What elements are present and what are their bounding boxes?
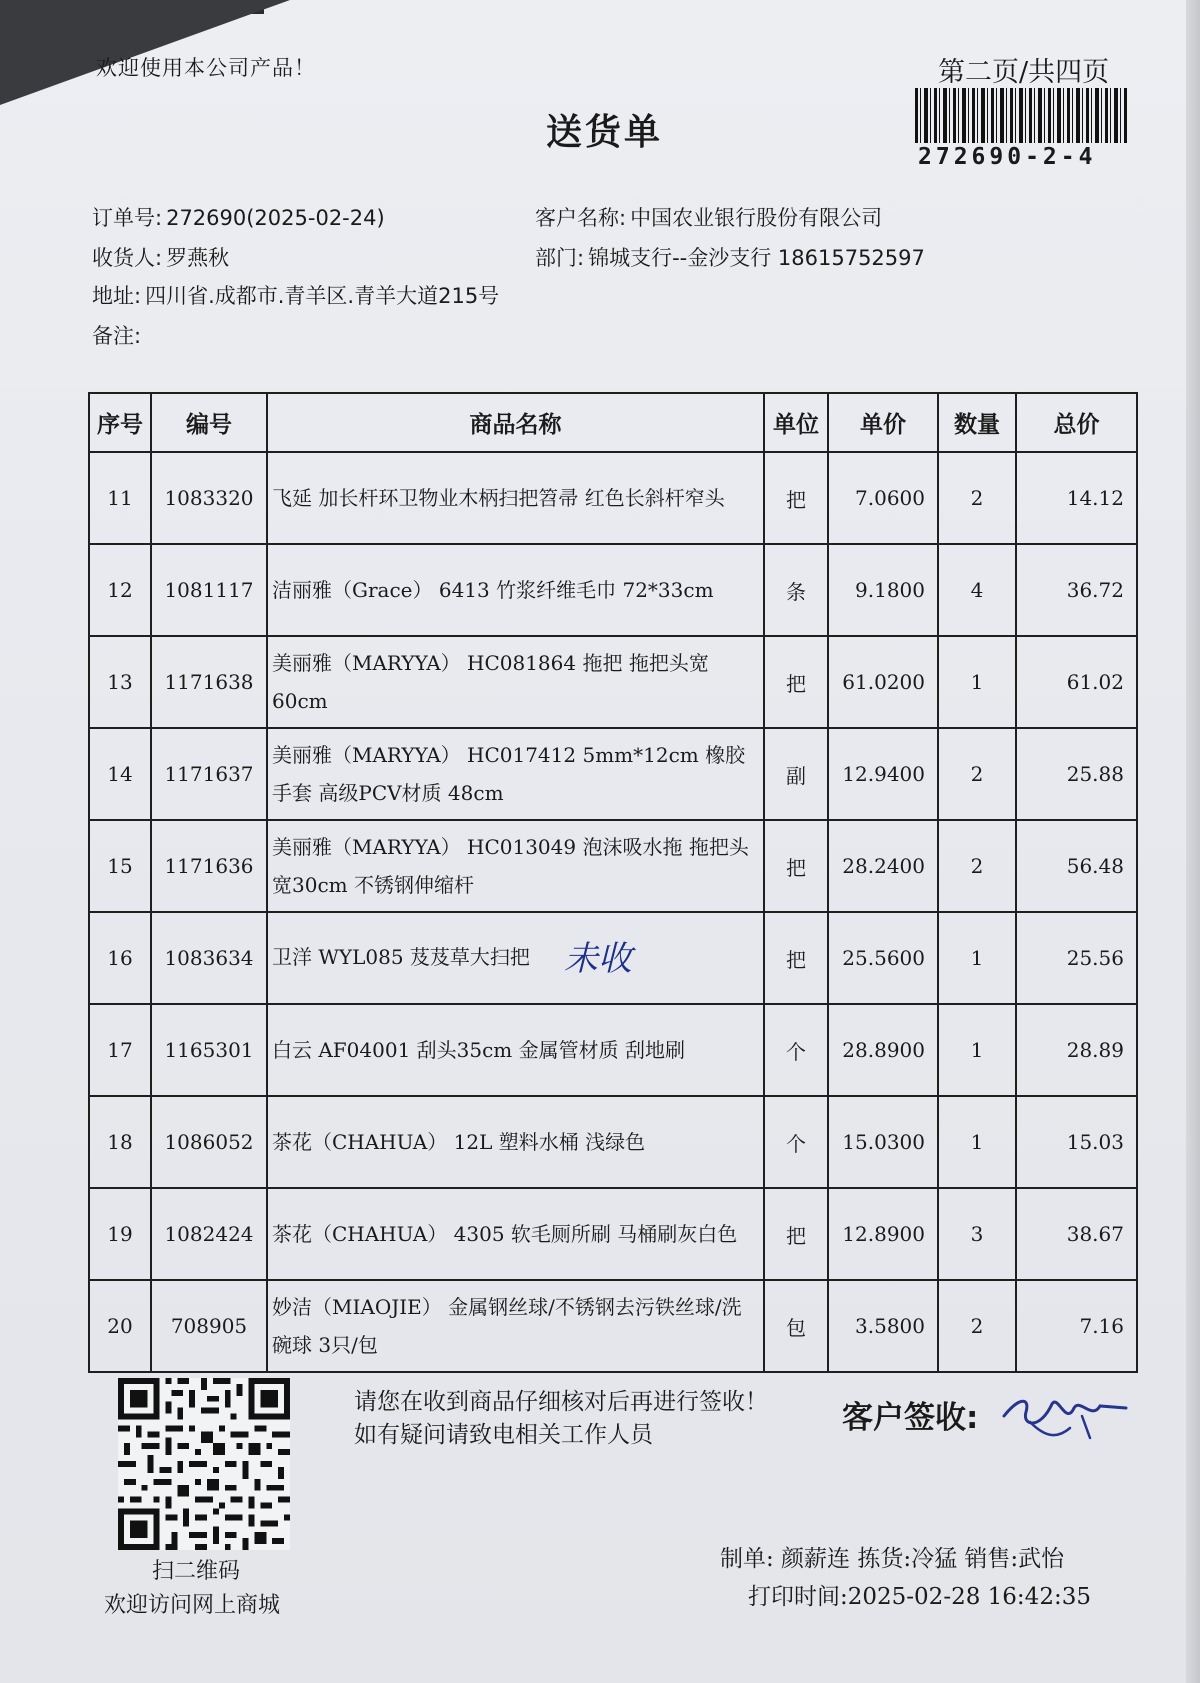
table-row [89, 452, 1137, 544]
table-row [89, 636, 1137, 728]
cell-name: 美丽雅（MARYYA） HC013049 泡沫吸水拖 拖把头宽30cm 不锈钢伸缩杆 [267, 820, 764, 912]
cell-price: 28.8900 [828, 1004, 938, 1096]
cell-name: 妙洁（MIAOJIE） 金属钢丝球/不锈钢去污铁丝球/洗碗球 3只/包 [267, 1280, 764, 1372]
table-row [89, 820, 1137, 912]
cell-code: 1083634 [151, 912, 267, 1004]
cell-name: 茶花（CHAHUA） 4305 软毛厕所刷 马桶刷灰白色 [267, 1188, 764, 1280]
cell-name [267, 912, 764, 1004]
cell-code: 1081117 [151, 544, 267, 636]
cell-total: 14.12 [1016, 452, 1137, 544]
remark-label: 备注: [92, 324, 142, 348]
table-row [89, 544, 1137, 636]
cell-unit: 个 [764, 1096, 828, 1188]
cell-unit: 包 [764, 1280, 828, 1372]
staff-line: 制单: 颜薪连 拣货:冷猛 销售:武怡 [720, 1546, 1065, 1572]
cell-code: 1171637 [151, 728, 267, 820]
cell-unit: 个 [764, 1004, 828, 1096]
table-row [89, 728, 1137, 820]
qr-code-icon [114, 1378, 294, 1550]
cell-qty: 4 [938, 544, 1016, 636]
qr-caption-scan: 扫二维码 [152, 1559, 241, 1584]
cell-name: 飞延 加长杆环卫物业木柄扫把笤帚 红色长斜杆窄头 [267, 452, 764, 544]
header-total: 总价 [1016, 393, 1137, 452]
receiver-value: 罗燕秋 [166, 246, 230, 270]
cell-unit: 把 [764, 452, 828, 544]
receipt-notice: 请您在收到商品仔细核对后再进行签收！如有疑问请致电相关工作人员 [354, 1389, 768, 1448]
header-price: 单价 [828, 393, 938, 452]
cell-name: 洁丽雅（Grace） 6413 竹浆纤维毛巾 72*33cm [267, 544, 764, 636]
cell-total: 7.16 [1016, 1280, 1137, 1372]
cell-price: 25.5600 [828, 912, 938, 1004]
department-value: 锦城支行--金沙支行 18615752597 [588, 246, 925, 270]
table-row [89, 912, 1137, 1004]
cell-seq: 20 [89, 1280, 151, 1372]
cell-seq: 13 [89, 636, 151, 728]
customer-sign-label: 客户签收: [842, 1400, 979, 1436]
cell-qty: 2 [938, 452, 1016, 544]
header-qty: 数量 [938, 393, 1016, 452]
remark-field [92, 320, 145, 350]
cell-price: 9.1800 [828, 544, 938, 636]
cell-qty: 2 [938, 820, 1016, 912]
cell-price: 12.8900 [828, 1188, 938, 1280]
order-label: 订单号: [92, 206, 163, 230]
cell-unit: 把 [764, 636, 828, 728]
order-value: 272690(2025-02-24) [166, 206, 385, 230]
table-header-row [89, 393, 1137, 452]
cell-total: 36.72 [1016, 544, 1137, 636]
cell-name: 白云 AF04001 刮头35cm 金属管材质 刮地刷 [267, 1004, 764, 1096]
table-row [89, 1280, 1137, 1372]
cell-code: 1083320 [151, 452, 267, 544]
header-unit: 单位 [764, 393, 828, 452]
cell-seq: 19 [89, 1188, 151, 1280]
cell-unit: 把 [764, 820, 828, 912]
cell-total: 15.03 [1016, 1096, 1137, 1188]
cell-unit: 把 [764, 912, 828, 1004]
address-value: 四川省.成都市.青羊区.青羊大道215号 [145, 284, 500, 308]
department-label: 部门: [535, 246, 585, 270]
cell-total: 28.89 [1016, 1004, 1137, 1096]
cell-name: 美丽雅（MARYYA） HC081864 拖把 拖把头宽60cm [267, 636, 764, 728]
cell-seq: 14 [89, 728, 151, 820]
cell-unit: 条 [764, 544, 828, 636]
cell-seq: 17 [89, 1004, 151, 1096]
cell-code: 1171638 [151, 636, 267, 728]
page-edge [1186, 0, 1200, 1683]
qr-caption-visit: 欢迎访问网上商城 [104, 1593, 281, 1618]
cell-seq: 16 [89, 912, 151, 1004]
cell-code: 1171636 [151, 820, 267, 912]
customer-field [535, 202, 882, 232]
cell-total: 38.67 [1016, 1188, 1137, 1280]
cell-total: 56.48 [1016, 820, 1137, 912]
customer-label: 客户名称: [535, 206, 627, 230]
cell-total: 25.56 [1016, 912, 1137, 1004]
cell-price: 7.0600 [828, 452, 938, 544]
document-title: 送货单 [546, 111, 664, 153]
handwritten-note: 未收 [563, 938, 632, 979]
cell-code: 1082424 [151, 1188, 267, 1280]
item-name-text: 卫洋 WYL085 芨芨草大扫把 [272, 945, 530, 970]
cell-qty: 1 [938, 636, 1016, 728]
receiver-label: 收货人: [92, 246, 163, 270]
department-field [535, 242, 925, 272]
print-time: 打印时间:2025-02-28 16:42:35 [748, 1584, 1091, 1610]
barcode-number: 272690-2-4 [918, 144, 1097, 170]
page-indicator: 第二页/共四页 [938, 57, 1110, 88]
cell-price: 15.0300 [828, 1096, 938, 1188]
receiver-field [92, 242, 229, 272]
cell-code: 708905 [151, 1280, 267, 1372]
cell-price: 61.0200 [828, 636, 938, 728]
cell-code: 1165301 [151, 1004, 267, 1096]
cell-qty: 2 [938, 728, 1016, 820]
cell-qty: 1 [938, 1004, 1016, 1096]
cell-code: 1086052 [151, 1096, 267, 1188]
address-field [92, 280, 499, 310]
cell-qty: 1 [938, 912, 1016, 1004]
table-row [89, 1188, 1137, 1280]
cell-name: 美丽雅（MARYYA） HC017412 5mm*12cm 橡胶手套 高级PCV材质 48cm [267, 728, 764, 820]
cell-qty: 2 [938, 1280, 1016, 1372]
barcode-icon [915, 88, 1127, 143]
customer-value: 中国农业银行股份有限公司 [630, 206, 883, 230]
cell-total: 61.02 [1016, 636, 1137, 728]
table-row [89, 1096, 1137, 1188]
header-seq: 序号 [89, 393, 151, 452]
header-code: 编号 [151, 393, 267, 452]
cell-qty: 3 [938, 1188, 1016, 1280]
cell-seq: 11 [89, 452, 151, 544]
table-row [89, 1004, 1137, 1096]
items-table [88, 392, 1138, 1373]
cell-unit: 把 [764, 1188, 828, 1280]
cell-price: 28.2400 [828, 820, 938, 912]
cell-price: 3.5800 [828, 1280, 938, 1372]
cell-unit: 副 [764, 728, 828, 820]
cell-seq: 15 [89, 820, 151, 912]
cell-total: 25.88 [1016, 728, 1137, 820]
cell-price: 12.9400 [828, 728, 938, 820]
order-number-field [92, 202, 385, 232]
cell-name: 茶花（CHAHUA） 12L 塑料水桶 浅绿色 [267, 1096, 764, 1188]
cell-seq: 18 [89, 1096, 151, 1188]
address-label: 地址: [92, 284, 142, 308]
cell-qty: 1 [938, 1096, 1016, 1188]
customer-signature-icon [1000, 1386, 1130, 1446]
cell-seq: 12 [89, 544, 151, 636]
header-name: 商品名称 [267, 393, 764, 452]
welcome-text: 欢迎使用本公司产品！ [96, 56, 316, 80]
